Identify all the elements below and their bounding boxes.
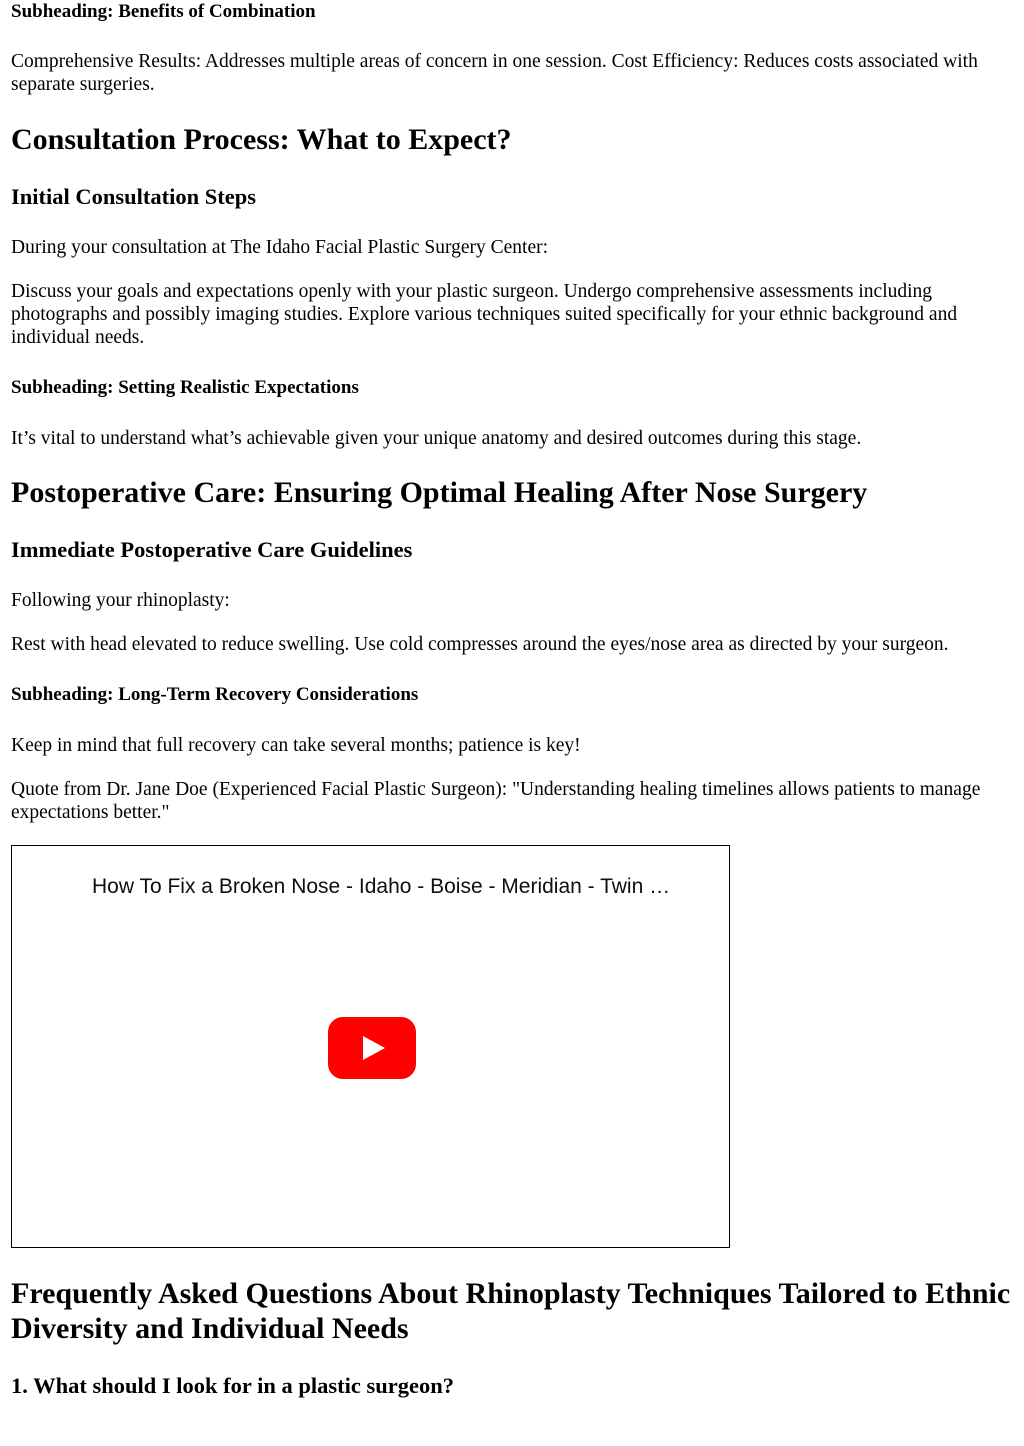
faq-question-1: 1. What should I look for in a plastic surgeon? bbox=[11, 1373, 455, 1398]
benefits-paragraph: Comprehensive Results: Addresses multiple areas of concern in one session. Cost Efficiency: Reduces costs associated with separate surgeries. bbox=[11, 51, 978, 95]
faq-heading: Frequently Asked Questions About Rhinoplasty Techniques Tailored to Ethnic Diversity and Individual Needs bbox=[11, 1277, 1011, 1345]
postop-intro: Following your rhinoplasty: bbox=[11, 590, 230, 611]
consultation-heading: Consultation Process: What to Expect? bbox=[11, 123, 512, 156]
surgeon-quote: Quote from Dr. Jane Doe (Experienced Facial Plastic Surgeon): "Understanding healing timelines allows patients to manage expectations better." bbox=[11, 779, 981, 823]
benefits-subheading: Subheading: Benefits of Combination bbox=[11, 1, 316, 22]
postop-guidelines-heading: Immediate Postoperative Care Guidelines bbox=[11, 537, 413, 562]
recovery-paragraph: Keep in mind that full recovery can take several months; patience is key! bbox=[11, 735, 581, 756]
expectations-paragraph: It’s vital to understand what’s achievable given your unique anatomy and desired outcomes during this stage. bbox=[11, 428, 862, 449]
video-title[interactable]: How To Fix a Broken Nose - Idaho - Boise - Meridian - Twin … bbox=[92, 875, 671, 898]
consultation-intro: During your consultation at The Idaho Facial Plastic Surgery Center: bbox=[11, 237, 549, 258]
postop-heading: Postoperative Care: Ensuring Optimal Healing After Nose Surgery bbox=[11, 476, 868, 509]
expectations-subheading: Subheading: Setting Realistic Expectations bbox=[11, 377, 359, 398]
consultation-steps-heading: Initial Consultation Steps bbox=[11, 184, 257, 209]
video-embed[interactable] bbox=[11, 845, 730, 1248]
recovery-subheading: Subheading: Long-Term Recovery Considerations bbox=[11, 684, 419, 705]
youtube-play-icon[interactable] bbox=[328, 1017, 416, 1079]
consultation-paragraph: Discuss your goals and expectations openly with your plastic surgeon. Undergo comprehensive assessments including photographs and possibly imaging studies. Explore various techniques suited specifically for your ethnic background and individual needs. bbox=[11, 281, 958, 348]
postop-paragraph: Rest with head elevated to reduce swelling. Use cold compresses around the eyes/nose area as directed by your surgeon. bbox=[11, 634, 949, 655]
